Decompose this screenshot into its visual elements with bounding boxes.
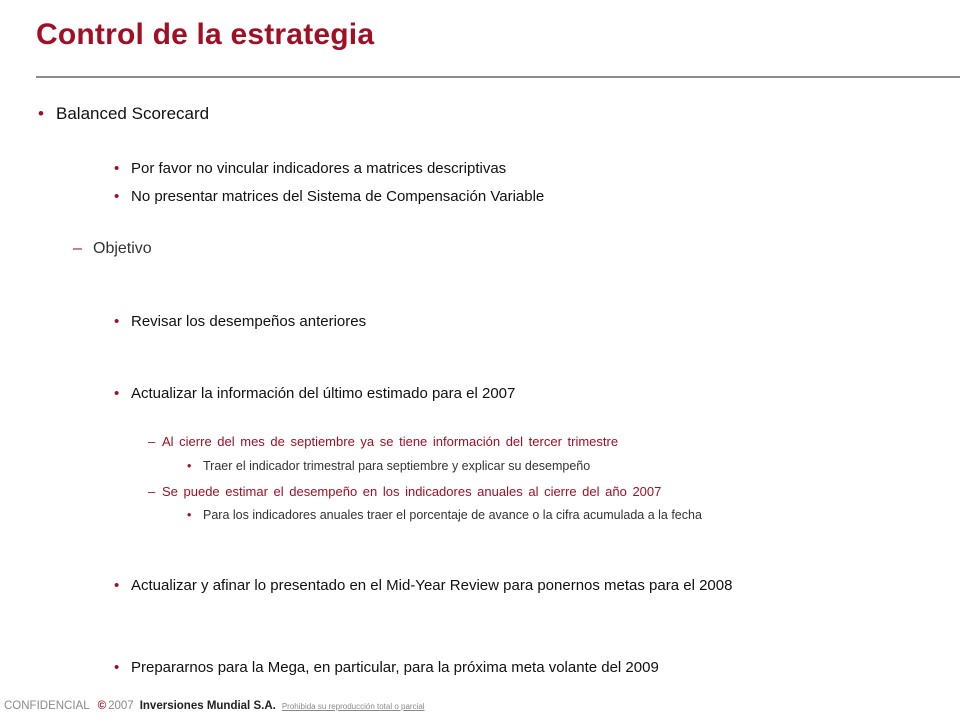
bullet-afinar	[114, 577, 732, 594]
bullet-marker: •	[114, 577, 120, 594]
bullet-text: Prepararnos para la Mega, en particular, para la próxima meta volante del 2009	[131, 659, 659, 676]
footer	[4, 700, 425, 712]
bullet-text: Para los indicadores anuales traer el porcentaje de avance o la cifra acumulada a la fecha	[203, 508, 702, 522]
bullet-marker: •	[187, 508, 192, 522]
title-divider	[36, 76, 960, 78]
bullet-marker: •	[114, 659, 120, 676]
copyright-year: 2007	[108, 700, 134, 712]
dash-marker: –	[148, 484, 156, 499]
page-title: Control de la estrategia	[36, 18, 375, 51]
bullet-marker: •	[187, 459, 192, 473]
dash-text: Objetivo	[93, 240, 152, 257]
copyright-symbol: ©	[97, 700, 107, 712]
bullet-marker: •	[114, 188, 120, 205]
bullet-mega	[114, 659, 659, 676]
dash-text: Al cierre del mes de septiembre ya se tiene información del tercer trimestre	[162, 434, 619, 449]
bullet-balanced-scorecard	[38, 104, 209, 124]
bullet-marker: •	[114, 313, 120, 330]
bullet-marker: •	[38, 104, 44, 123]
bullet-actualizar	[114, 385, 515, 402]
bullet-traer	[187, 459, 590, 473]
bullet-revisar	[114, 313, 366, 330]
dash-estimar	[148, 484, 661, 499]
dash-cierre	[148, 434, 618, 449]
bullet-text: Balanced Scorecard	[56, 104, 210, 123]
bullet-text: Actualizar y afinar lo presentado en el Mid-Year Review para ponernos metas para el 2008	[131, 577, 733, 594]
bullet-no-presentar	[114, 188, 544, 205]
confidential-label: CONFIDENCIAL	[4, 700, 90, 712]
bullet-marker: •	[114, 385, 120, 402]
company-name: Inversiones Mundial S.A.	[139, 700, 276, 712]
bullet-text: Traer el indicador trimestral para septiembre y explicar su desempeño	[203, 459, 591, 473]
dash-objetivo	[73, 240, 152, 258]
dash-text: Se puede estimar el desempeño en los indicadores anuales al cierre del año 2007	[162, 484, 662, 499]
bullet-no-vincular	[114, 160, 506, 177]
bullet-marker: •	[114, 160, 120, 177]
bullet-text: Por favor no vincular indicadores a matrices descriptivas	[131, 160, 507, 177]
bullet-text: Revisar los desempeños anteriores	[131, 313, 367, 330]
reproduction-notice: Prohibida su reproducción total o parcial	[281, 702, 425, 711]
bullet-text: No presentar matrices del Sistema de Compensación Variable	[131, 188, 545, 205]
dash-marker: –	[73, 240, 82, 257]
dash-marker: –	[148, 434, 156, 449]
bullet-porcentaje	[187, 508, 702, 522]
bullet-text: Actualizar la información del último estimado para el 2007	[131, 385, 516, 402]
